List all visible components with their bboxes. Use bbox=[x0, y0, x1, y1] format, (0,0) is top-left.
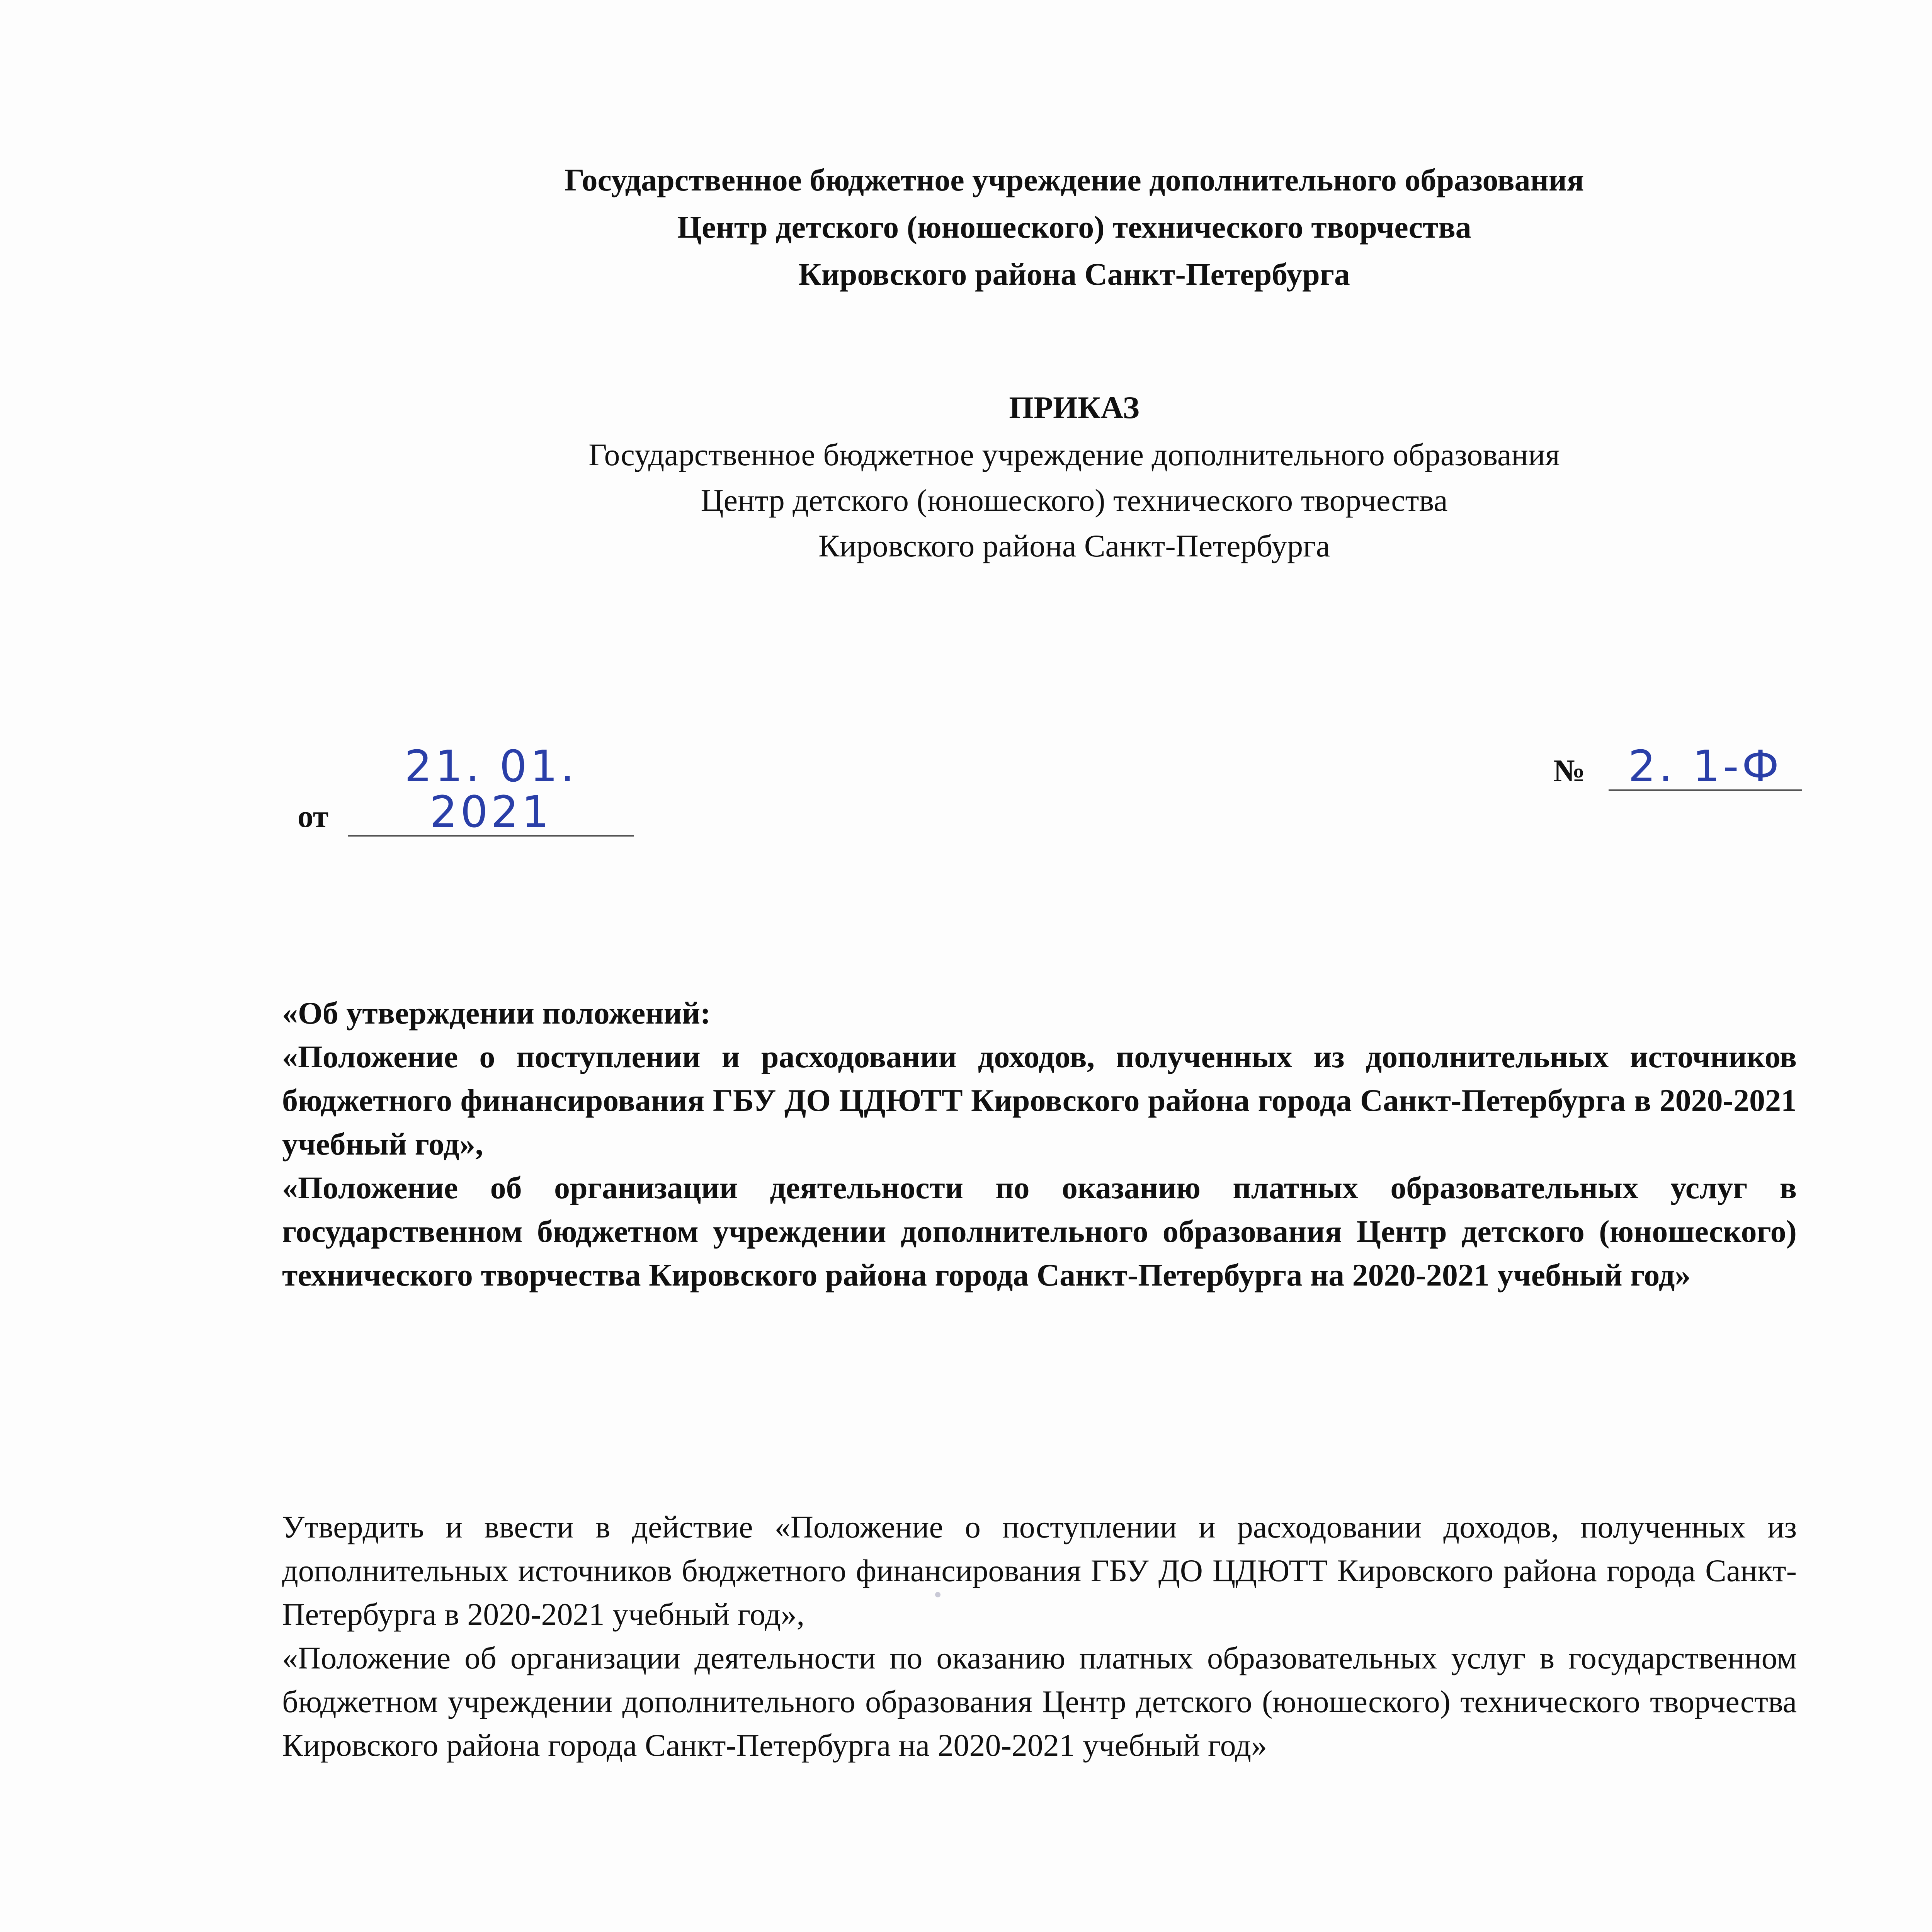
order-number bbox=[1553, 744, 1802, 792]
subject-paragraph-1: «Об утверждении положений: bbox=[282, 995, 711, 1031]
subject-paragraph-2: «Положение о поступлении и расходовании доходов, полученных из дополнительных источников бюджетного финансирования ГБУ ДО ЦДЮТТ Кировского района города Санкт-Петербурга в 2020-2021 учебный год», bbox=[282, 1039, 1797, 1162]
body-paragraph-2: «Положение об организации деятельности по оказанию платных образовательных услуг в государственном бюджетном учреждении дополнительного образования Центр детского (юношеского) технического творчества Кировского района города Санкт-Петербурга на 2020-2021 учебный год» bbox=[282, 1640, 1797, 1763]
number-label: № bbox=[1553, 753, 1585, 788]
order-org-line-3: Кировского района Санкт-Петербурга bbox=[818, 528, 1330, 563]
order-organization bbox=[294, 432, 1855, 569]
order-date bbox=[298, 744, 634, 838]
date-value-handwritten: 21. 01. 2021 bbox=[348, 744, 634, 837]
order-org-line-2: Центр детского (юношеского) технического творчества bbox=[701, 483, 1448, 518]
order-body bbox=[282, 1505, 1797, 1767]
scan-speck bbox=[935, 1592, 940, 1597]
header-line-3: Кировского района Санкт-Петербурга bbox=[798, 257, 1350, 292]
body-paragraph-1: Утвердить и ввести в действие «Положение о поступлении и расходовании доходов, полученных из дополнительных источников бюджетного финансирования ГБУ ДО ЦДЮТТ Кировского района города Санкт-Петербурга в 2020-2021 учебный год», bbox=[282, 1509, 1797, 1632]
date-label: от bbox=[298, 799, 329, 834]
number-value-handwritten: 2. 1-Ф bbox=[1609, 744, 1802, 791]
order-org-line-1: Государственное бюджетное учреждение дополнительного образования bbox=[588, 437, 1560, 472]
subject-paragraph-3: «Положение об организации деятельности по оказанию платных образовательных услуг в государственном бюджетном учреждении дополнительного образования Центр детского (юношеского) технического творчества Кировского района города Санкт-Петербурга на 2020-2021 учебный год» bbox=[282, 1170, 1797, 1293]
order-subject bbox=[282, 991, 1797, 1297]
order-title: ПРИКАЗ bbox=[1009, 390, 1139, 425]
header-line-1: Государственное бюджетное учреждение дополнительного образования bbox=[564, 162, 1584, 197]
header-line-2: Центр детского (юношеского) технического творчества bbox=[677, 209, 1471, 245]
institution-header bbox=[294, 156, 1855, 298]
